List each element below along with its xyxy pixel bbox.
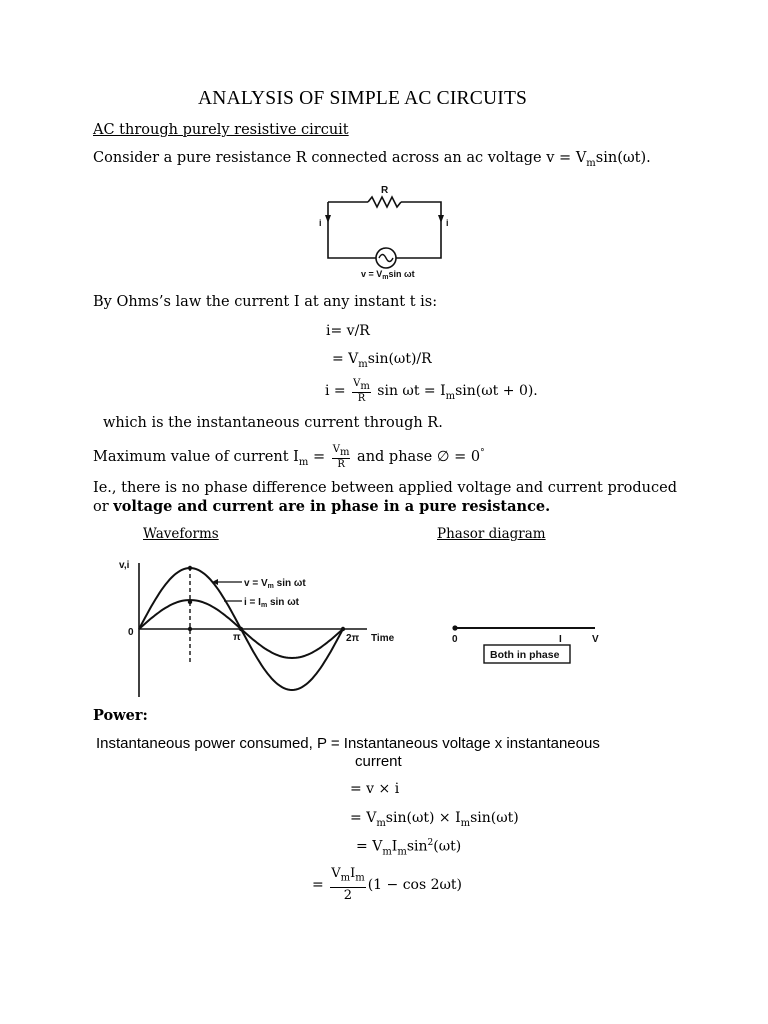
power-equation-3: = $V_mI_m\sin^2(\omega t)$ (356, 838, 462, 858)
equation-i-v-over-r: i= v/R (326, 323, 370, 339)
phasor-v-label: V (592, 634, 599, 645)
peak-dot (188, 566, 192, 570)
phasor-origin-dot (452, 625, 457, 630)
intro-text: Consider a pure resistance R connected across an ac voltage v = (93, 150, 576, 166)
fraction-vm-over-r: $\frac{V_m}{R}$ (353, 378, 370, 404)
equation-vm-sin-over-r: = $V_m\sin(\omega t)/R$ (332, 351, 432, 370)
circuit-wire (328, 202, 376, 258)
resistive-circuit-diagram (318, 180, 458, 280)
intro-paragraph: Consider a pure resistance R connected across an ac voltage $v = V_m\sin(\omega t)$. (93, 150, 651, 169)
current-arrow-icon (325, 215, 331, 223)
resistor-symbol (368, 197, 401, 207)
power-definition-line1: Instantaneous power consumed, P = Instantaneous voltage x instantaneous (96, 735, 600, 752)
origin-label: 0 (128, 627, 134, 638)
current-legend-label: $i = I_m$ sin ωt (244, 597, 299, 609)
current-label-right: i (446, 218, 449, 228)
circuit-wire (396, 202, 441, 258)
phase-text-line2: or voltage and current are in phase in a pure resistance. (93, 498, 551, 515)
power-heading: Power: (93, 707, 148, 724)
zero-crossing-dot (239, 627, 243, 631)
section-heading: AC through purely resistive circuit (93, 122, 349, 138)
max-current-line: Maximum value of current $I_m$ = $\frac{V_m}{R}$ and phase ∅ = 0° (93, 444, 485, 470)
power-equation-1: = v × i (350, 781, 400, 797)
voltage-legend-label: $v = V_m$ sin ωt (244, 578, 306, 590)
y-axis-label: v,i (119, 560, 130, 571)
pi-label: π (233, 632, 241, 643)
phasor-origin-label: 0 (452, 634, 458, 645)
phase-text-line1: Ie., there is no phase difference between applied voltage and current produced (93, 480, 678, 496)
power-equation-4: = $\frac{V_mI_m}{2}$ (1 − cos 2ωt) (312, 866, 463, 903)
fraction-vmim-over-2: $\frac{V_mI_m}{2}$ (331, 866, 365, 903)
fraction-vm-over-r: $\frac{V_m}{R}$ (332, 444, 350, 470)
waveforms-heading: Waveforms (143, 526, 219, 542)
power-definition-line2: current (355, 753, 402, 770)
current-label-left: i (319, 218, 322, 228)
source-label: $v = V_m\sin$ ωt (361, 269, 415, 280)
zero-crossing-dot (341, 627, 345, 631)
waveform-graph (112, 555, 402, 700)
phasor-diagram (445, 618, 610, 670)
two-pi-label: 2π (346, 633, 360, 644)
peak-dot (188, 627, 192, 631)
phasor-i-label: I (559, 634, 562, 645)
instantaneous-current-text: which is the instantaneous current through R. (103, 415, 443, 431)
phasor-heading: Phasor diagram (437, 526, 546, 542)
equation-i-im-sin: i = $\frac{V_m}{R}$ $\sin \omega t = I_m\sin(\omega t + 0)$. (325, 378, 538, 404)
page-title: ANALYSIS OF SIMPLE AC CIRCUITS (198, 88, 528, 109)
x-axis-label: Time (371, 633, 395, 644)
current-arrow-icon (438, 215, 444, 223)
resistor-label: R (381, 185, 389, 196)
power-equation-2: = $V_m\sin(\omega t) \times I_m\sin(\omega t)$ (350, 810, 519, 829)
ohms-law-text: By Ohms’s law the current I at any instant t is: (93, 294, 438, 310)
phase-note-label: Both in phase (490, 649, 560, 661)
peak-dot (188, 600, 192, 604)
